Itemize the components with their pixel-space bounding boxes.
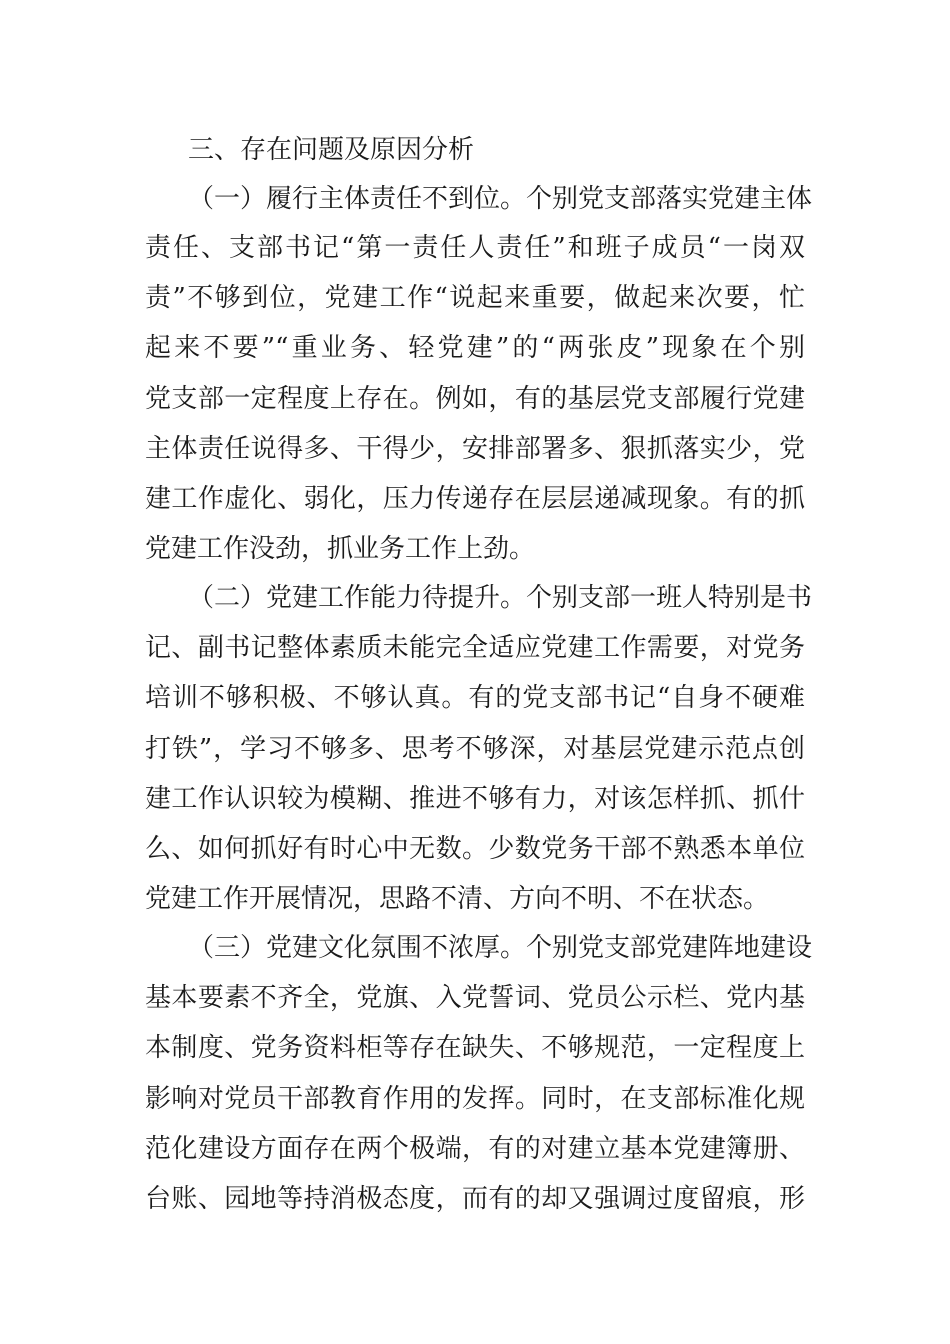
section-heading: 三、存在问题及原因分析 xyxy=(188,135,475,165)
paragraph-2-line: 打铁”，学习不够多、思考不够深，对基层党建示范点创 xyxy=(145,734,805,764)
paragraph-1-line: 建工作虚化、弱化，压力传递存在层层递减现象。有的抓 xyxy=(145,484,805,514)
paragraph-1-line: 责任、支部书记“第一责任人责任”和班子成员“一岗双 xyxy=(145,233,805,263)
paragraph-3-line: （三）党建文化氛围不浓厚。个别党支部党建阵地建设 xyxy=(188,933,813,963)
paragraph-1-line: （一）履行主体责任不到位。个别党支部落实党建主体 xyxy=(188,184,813,214)
paragraph-2-line: （二）党建工作能力待提升。个别支部一班人特别是书 xyxy=(188,583,813,613)
paragraph-1-line: 党建工作没劲，抓业务工作上劲。 xyxy=(145,534,536,564)
paragraph-2-line: 记、副书记整体素质未能完全适应党建工作需要，对党务 xyxy=(145,633,805,663)
paragraph-3-line: 台账、园地等持消极态度，而有的却又强调过度留痕，形 xyxy=(145,1184,805,1214)
paragraph-3-line: 本制度、党务资料柜等存在缺失、不够规范，一定程度上 xyxy=(145,1033,805,1063)
paragraph-1-line: 起来不要”“重业务、轻党建”的“两张皮”现象在个别 xyxy=(145,333,805,363)
paragraph-3-line: 影响对党员干部教育作用的发挥。同时，在支部标准化规 xyxy=(145,1084,805,1114)
paragraph-1-line: 主体责任说得多、干得少，安排部署多、狠抓落实少，党 xyxy=(145,434,805,464)
paragraph-1-line: 党支部一定程度上存在。例如，有的基层党支部履行党建 xyxy=(145,384,805,414)
paragraph-3-line: 范化建设方面存在两个极端，有的对建立基本党建簿册、 xyxy=(145,1134,805,1164)
paragraph-3-line: 基本要素不齐全，党旗、入党誓词、党员公示栏、党内基 xyxy=(145,983,805,1013)
paragraph-2-line: 么、如何抓好有时心中无数。少数党务干部不熟悉本单位 xyxy=(145,834,805,864)
paragraph-2-line: 建工作认识较为模糊、推进不够有力，对该怎样抓、抓什 xyxy=(145,784,805,814)
paragraph-2-line: 党建工作开展情况，思路不清、方向不明、不在状态。 xyxy=(145,884,770,914)
paragraph-2-line: 培训不够积极、不够认真。有的党支部书记“自身不硬难 xyxy=(145,683,805,713)
paragraph-1-line: 责”不够到位，党建工作“说起来重要，做起来次要，忙 xyxy=(145,283,805,313)
